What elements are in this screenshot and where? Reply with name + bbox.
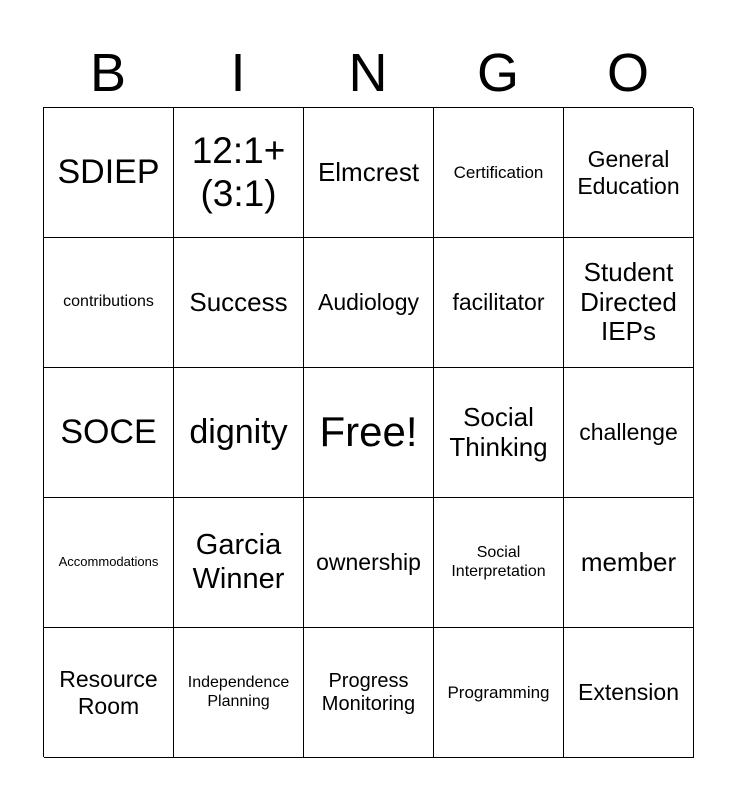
cell-text: Independence Planning <box>187 674 290 710</box>
bingo-cell[interactable] <box>564 238 694 368</box>
bingo-header <box>43 40 693 106</box>
bingo-cell[interactable] <box>44 238 174 368</box>
bingo-cell[interactable] <box>44 108 174 238</box>
header-letter-g: G <box>476 43 519 103</box>
bingo-cell[interactable] <box>434 368 564 498</box>
header-letter-b: B <box>89 43 127 103</box>
bingo-cell[interactable] <box>304 238 434 368</box>
bingo-cell[interactable] <box>304 108 434 238</box>
cell-text: Extension <box>577 679 679 706</box>
bingo-cell[interactable] <box>174 628 304 758</box>
bingo-cell[interactable] <box>304 628 434 758</box>
bingo-cell[interactable] <box>564 498 694 628</box>
bingo-board <box>43 107 693 757</box>
cell-text: facilitator <box>452 289 545 316</box>
bingo-cell[interactable] <box>564 628 694 758</box>
cell-text: dignity <box>189 412 288 451</box>
free-space-cell[interactable] <box>304 368 434 498</box>
bingo-cell[interactable] <box>434 628 564 758</box>
cell-text: Audiology <box>317 289 420 316</box>
cell-text: Social Thinking <box>449 401 548 462</box>
cell-text: Garcia Winner <box>192 529 285 595</box>
bingo-cell[interactable] <box>174 368 304 498</box>
cell-text: Certification <box>453 162 544 182</box>
bingo-cell[interactable] <box>44 628 174 758</box>
bingo-cell[interactable] <box>174 108 304 238</box>
cell-text: General Education <box>577 146 680 199</box>
bingo-cell[interactable] <box>44 368 174 498</box>
bingo-cell[interactable] <box>434 238 564 368</box>
bingo-cell[interactable] <box>174 498 304 628</box>
bingo-cell[interactable] <box>44 498 174 628</box>
bingo-cell[interactable] <box>564 108 694 238</box>
cell-text: Programming <box>447 682 550 702</box>
cell-text: Free! <box>319 408 418 456</box>
cell-text: Success <box>189 286 288 317</box>
cell-text: 12:1+ (3:1) <box>191 129 286 214</box>
cell-text: Resource Room <box>59 666 158 719</box>
header-letter-n: N <box>348 43 388 103</box>
header-letter-o: O <box>606 43 649 103</box>
header-letter-i: I <box>230 43 246 103</box>
cell-text: SDIEP <box>57 152 160 191</box>
cell-text: Social Interpretation <box>451 544 546 580</box>
bingo-cell[interactable] <box>564 368 694 498</box>
cell-text: ownership <box>316 549 421 576</box>
bingo-cell[interactable] <box>434 498 564 628</box>
cell-text: member <box>580 546 677 577</box>
bingo-cell[interactable] <box>434 108 564 238</box>
cell-text: Elmcrest <box>317 156 420 187</box>
cell-text: challenge <box>579 419 678 446</box>
bingo-cell[interactable] <box>304 498 434 628</box>
cell-text: contributions <box>63 293 154 311</box>
cell-text: Progress Monitoring <box>321 669 416 715</box>
cell-text: SOCE <box>60 412 157 451</box>
cell-text: Student Directed IEPs <box>580 256 677 347</box>
cell-text: Accommodations <box>58 554 159 570</box>
bingo-cell[interactable] <box>174 238 304 368</box>
